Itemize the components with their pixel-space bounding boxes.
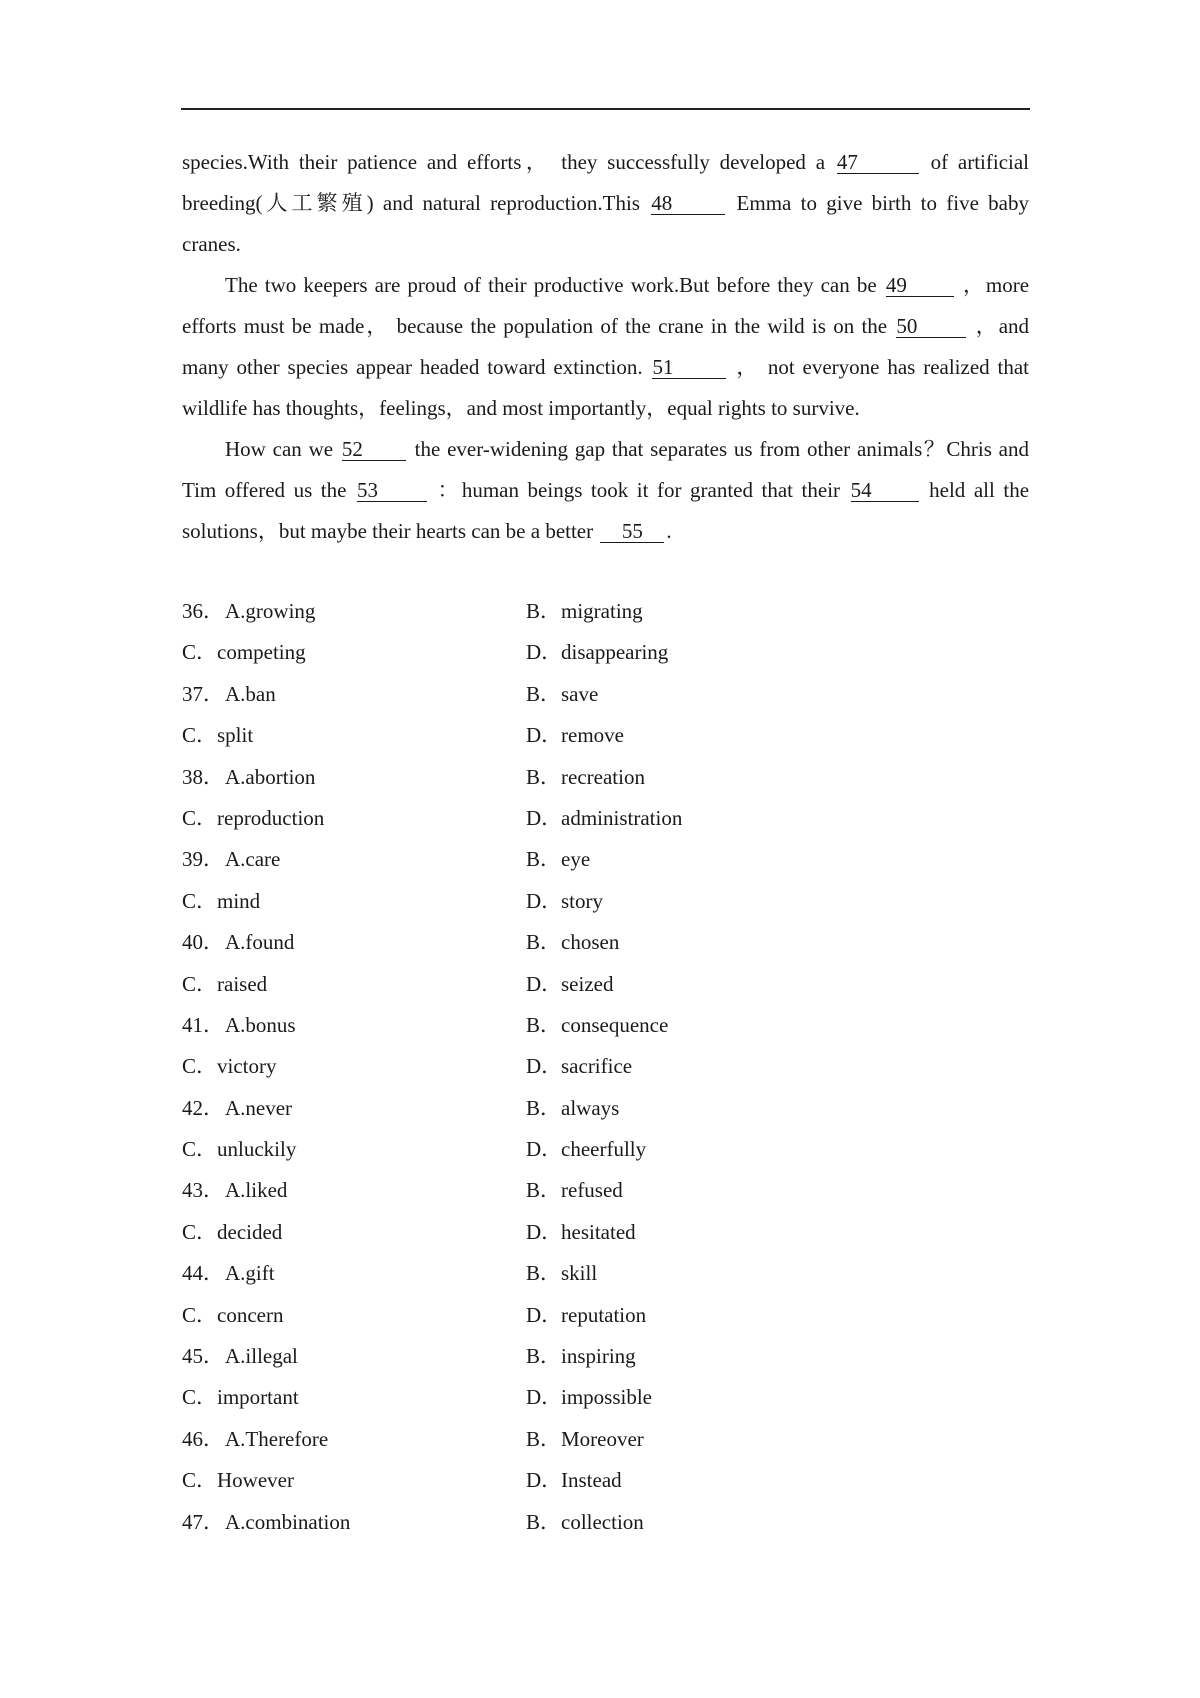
option-b-text: inspiring xyxy=(561,1344,636,1369)
question-number: 45． xyxy=(182,1344,224,1369)
option-c-letter: C． xyxy=(182,723,218,748)
passage-text: the ever-widening gap that separates us from other animals？Chris and xyxy=(414,437,1029,461)
option-d-text: hesitated xyxy=(561,1219,636,1244)
option-d-letter: D． xyxy=(526,1468,563,1493)
question-number: 47． xyxy=(182,1509,224,1534)
question-row xyxy=(182,1377,1029,1418)
header-rule xyxy=(181,108,1030,110)
option-b xyxy=(526,1005,668,1046)
option-b xyxy=(526,674,598,715)
option-d xyxy=(526,632,668,673)
option-c xyxy=(182,632,306,673)
question-row xyxy=(182,1502,1029,1543)
option-a xyxy=(182,1088,292,1129)
option-b xyxy=(526,922,619,963)
passage-text: ：human beings took it for granted that their xyxy=(437,478,841,502)
option-c-letter: C． xyxy=(182,1137,218,1162)
passage-text: ，and xyxy=(975,314,1030,338)
blank-50: 50 xyxy=(896,315,966,338)
option-d-text: sacrifice xyxy=(561,1054,633,1079)
option-b-letter: B． xyxy=(526,1509,562,1534)
passage-line xyxy=(182,224,1029,265)
option-c-letter: C． xyxy=(182,971,218,996)
option-a-text: A.combination xyxy=(225,1509,351,1534)
option-c-text: victory xyxy=(217,1054,277,1079)
option-b-letter: B． xyxy=(526,1344,562,1369)
option-c xyxy=(182,881,260,922)
option-b-text: collection xyxy=(561,1509,644,1534)
option-c xyxy=(182,1212,282,1253)
option-c-text: unluckily xyxy=(217,1137,297,1162)
question-row xyxy=(182,964,1029,1005)
question-row xyxy=(182,1088,1029,1129)
option-c-text: concern xyxy=(217,1302,284,1327)
option-b-text: migrating xyxy=(561,599,643,623)
option-c xyxy=(182,1046,276,1087)
option-b-letter: B． xyxy=(526,930,562,955)
option-a xyxy=(182,591,315,632)
passage-text: wildlife has thoughts，feelings，and most importantly，equal rights to survive. xyxy=(182,396,860,420)
question-row xyxy=(182,591,1029,632)
option-b xyxy=(526,591,643,632)
question-row xyxy=(182,674,1029,715)
option-b xyxy=(526,839,590,880)
question-row xyxy=(182,1046,1029,1087)
option-a-text: A.illegal xyxy=(225,1344,298,1369)
option-b-text: consequence xyxy=(561,1012,669,1037)
option-c-text: reproduction xyxy=(217,805,325,830)
option-b-text: refused xyxy=(561,1178,623,1203)
option-b xyxy=(526,1419,644,1460)
option-a xyxy=(182,1419,328,1460)
option-a xyxy=(182,1170,287,1211)
option-c-text: important xyxy=(217,1385,299,1410)
option-b-letter: B． xyxy=(526,1178,562,1203)
option-d xyxy=(526,1460,622,1501)
option-b-letter: B． xyxy=(526,599,562,623)
answer-options xyxy=(182,591,1029,1543)
option-d-letter: D． xyxy=(526,1385,563,1410)
option-b-text: save xyxy=(561,681,599,706)
passage-text: efforts must be made， because the population of the crane in the wild is on the xyxy=(182,314,888,338)
option-b xyxy=(526,1336,636,1377)
option-c-text: However xyxy=(217,1468,294,1493)
option-c-letter: C． xyxy=(182,1054,218,1079)
option-b-text: always xyxy=(561,1095,620,1120)
question-number: 38． xyxy=(182,764,224,789)
option-c xyxy=(182,1460,294,1501)
passage-text: ， not everyone has realized that xyxy=(736,355,1030,379)
option-d-letter: D． xyxy=(526,1054,563,1079)
passage-text: cranes. xyxy=(182,232,241,256)
option-b xyxy=(526,1253,597,1294)
question-row xyxy=(182,839,1029,880)
question-row xyxy=(182,1253,1029,1294)
option-b-letter: B． xyxy=(526,681,562,706)
option-a xyxy=(182,674,276,715)
option-b-text: recreation xyxy=(561,764,645,789)
question-row xyxy=(182,881,1029,922)
option-a xyxy=(182,757,315,798)
question-number: 40． xyxy=(182,930,224,955)
option-a xyxy=(182,839,280,880)
option-d xyxy=(526,1046,632,1087)
question-number: 39． xyxy=(182,847,224,872)
passage-text: held all the xyxy=(929,478,1030,502)
option-c xyxy=(182,798,324,839)
option-d-letter: D． xyxy=(526,1219,563,1244)
option-d-letter: D． xyxy=(526,971,563,996)
option-b-letter: B． xyxy=(526,847,562,872)
passage-line xyxy=(182,306,1029,347)
question-row xyxy=(182,1419,1029,1460)
question-row xyxy=(182,1336,1029,1377)
question-row xyxy=(182,715,1029,756)
blank-51: 51 xyxy=(652,356,726,379)
option-d-text: administration xyxy=(561,805,683,830)
option-b-text: chosen xyxy=(561,930,620,955)
question-number: 36． xyxy=(182,599,224,623)
option-d-text: seized xyxy=(561,971,614,996)
option-c-letter: C． xyxy=(182,1385,218,1410)
blank-47: 47 xyxy=(837,151,919,174)
option-a-text: A.care xyxy=(225,847,281,872)
option-d-letter: D． xyxy=(526,640,563,665)
option-c-letter: C． xyxy=(182,805,218,830)
option-c xyxy=(182,964,267,1005)
question-number: 37． xyxy=(182,681,224,706)
passage-text: How can we xyxy=(225,437,334,461)
question-row xyxy=(182,1295,1029,1336)
option-c-letter: C． xyxy=(182,1219,218,1244)
option-b xyxy=(526,1170,623,1211)
option-d xyxy=(526,1212,636,1253)
option-c xyxy=(182,1377,299,1418)
passage-text: many other species appear headed toward extinction. xyxy=(182,355,643,379)
blank-49: 49 xyxy=(886,274,954,297)
option-d-letter: D． xyxy=(526,888,563,913)
option-d-text: Instead xyxy=(561,1468,622,1493)
option-b-letter: B． xyxy=(526,1095,562,1120)
passage-text: Emma to give birth to five baby xyxy=(736,191,1029,215)
option-d xyxy=(526,1295,646,1336)
option-d-text: reputation xyxy=(561,1302,647,1327)
option-c xyxy=(182,1129,296,1170)
passage xyxy=(182,142,1029,552)
passage-line xyxy=(182,388,1029,429)
passage-line xyxy=(182,429,1029,470)
passage-text: The two keepers are proud of their productive work.But before they can be xyxy=(225,273,877,297)
option-a xyxy=(182,922,294,963)
option-a-text: A.Therefore xyxy=(225,1426,329,1451)
option-d-text: story xyxy=(561,888,603,913)
option-a-text: A.bonus xyxy=(225,1012,296,1037)
option-d xyxy=(526,1377,652,1418)
option-c-letter: C． xyxy=(182,1468,218,1493)
blank-54: 54 xyxy=(851,479,919,502)
option-d-text: disappearing xyxy=(561,640,669,665)
question-number: 41． xyxy=(182,1012,224,1037)
option-c xyxy=(182,1295,283,1336)
option-b-letter: B． xyxy=(526,1426,562,1451)
option-b xyxy=(526,1088,619,1129)
blank-55: 55 xyxy=(600,520,664,543)
option-c-text: mind xyxy=(217,888,261,913)
option-a-text: A.abortion xyxy=(225,764,316,789)
passage-text: solutions，but maybe their hearts can be a better xyxy=(182,519,594,543)
passage-line xyxy=(182,511,1029,552)
option-a xyxy=(182,1336,298,1377)
option-c-text: split xyxy=(217,723,254,748)
option-d xyxy=(526,964,613,1005)
passage-text: ，more xyxy=(963,273,1030,297)
option-a-text: A.never xyxy=(225,1095,293,1120)
passage-text: . xyxy=(666,519,672,543)
option-d-letter: D． xyxy=(526,805,563,830)
question-row xyxy=(182,1170,1029,1211)
passage-text: Tim offered us the xyxy=(182,478,347,502)
option-d-letter: D． xyxy=(526,1302,563,1327)
question-row xyxy=(182,1212,1029,1253)
question-row xyxy=(182,757,1029,798)
passage-line xyxy=(182,183,1029,224)
option-a-text: A.ban xyxy=(225,681,276,706)
question-row xyxy=(182,798,1029,839)
question-row xyxy=(182,1460,1029,1501)
option-d xyxy=(526,1129,646,1170)
option-a-text: A.liked xyxy=(225,1178,288,1203)
option-b-text: Moreover xyxy=(561,1426,644,1451)
option-a xyxy=(182,1253,275,1294)
question-number: 42． xyxy=(182,1095,224,1120)
blank-52: 52 xyxy=(342,438,406,461)
option-b xyxy=(526,1502,644,1543)
option-c-text: decided xyxy=(217,1219,283,1244)
option-a-text: A.growing xyxy=(225,599,316,623)
blank-48: 48 xyxy=(651,192,725,215)
question-row xyxy=(182,922,1029,963)
question-row xyxy=(182,1005,1029,1046)
passage-line xyxy=(182,347,1029,388)
blank-53: 53 xyxy=(357,479,427,502)
option-b-text: skill xyxy=(561,1261,598,1286)
question-number: 46． xyxy=(182,1426,224,1451)
option-a-text: A.found xyxy=(225,930,295,955)
question-row xyxy=(182,1129,1029,1170)
option-d-letter: D． xyxy=(526,1137,563,1162)
option-a xyxy=(182,1502,350,1543)
option-c-letter: C． xyxy=(182,640,218,665)
passage-line xyxy=(182,142,1029,183)
passage-line xyxy=(182,265,1029,306)
question-row xyxy=(182,632,1029,673)
option-c-text: competing xyxy=(217,640,306,665)
option-d-text: impossible xyxy=(561,1385,653,1410)
option-b xyxy=(526,757,645,798)
option-d-text: remove xyxy=(561,723,624,748)
option-c-text: raised xyxy=(217,971,268,996)
option-a-text: A.gift xyxy=(225,1261,275,1286)
option-b-text: eye xyxy=(561,847,591,872)
option-c-letter: C． xyxy=(182,1302,218,1327)
passage-text: species.With their patience and efforts， they successfully developed a xyxy=(182,150,826,174)
question-number: 43． xyxy=(182,1178,224,1203)
option-d-text: cheerfully xyxy=(561,1137,647,1162)
option-b-letter: B． xyxy=(526,1261,562,1286)
option-b-letter: B． xyxy=(526,764,562,789)
option-d xyxy=(526,798,682,839)
option-c-letter: C． xyxy=(182,888,218,913)
passage-text: of artificial xyxy=(930,150,1030,174)
option-b-letter: B． xyxy=(526,1012,562,1037)
question-number: 44． xyxy=(182,1261,224,1286)
option-a xyxy=(182,1005,296,1046)
option-c xyxy=(182,715,253,756)
option-d-letter: D． xyxy=(526,723,563,748)
passage-line xyxy=(182,470,1029,511)
option-d xyxy=(526,881,603,922)
option-d xyxy=(526,715,624,756)
passage-text: breeding(人工繁殖) and natural reproduction.This xyxy=(182,191,640,215)
